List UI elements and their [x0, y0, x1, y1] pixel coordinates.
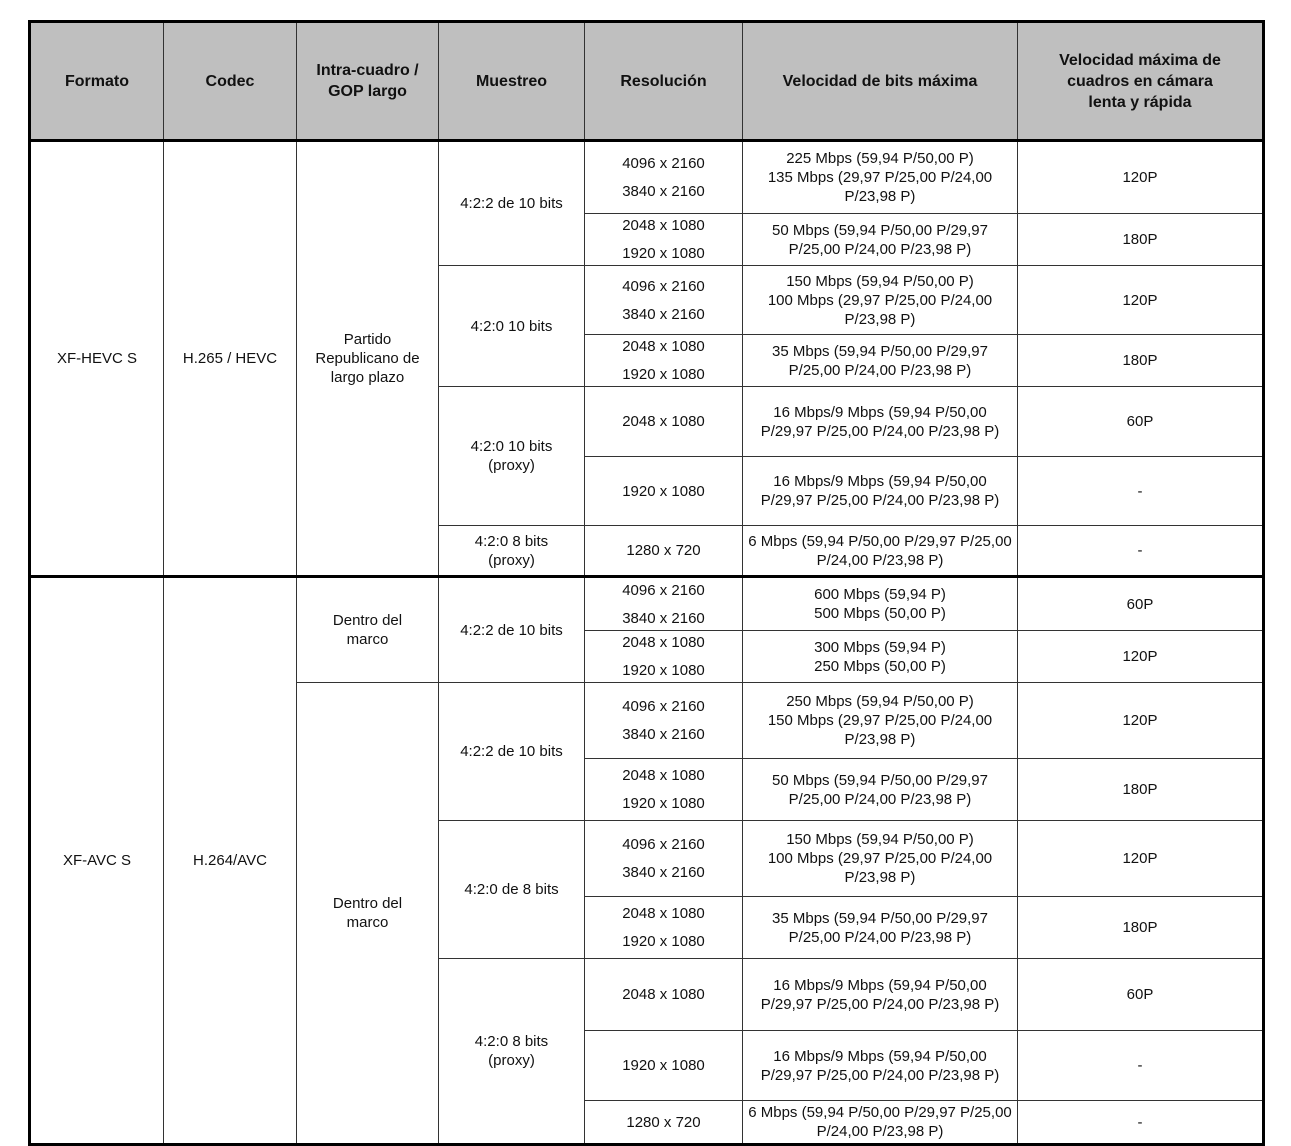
framerate-cell: 120P — [1018, 821, 1264, 897]
resolution-cell: 4096 x 2160 3840 x 2160 — [585, 141, 743, 214]
video-format-spec-table-wrap — [28, 20, 1265, 1146]
sampling-cell: 4:2:0 8 bits (proxy) — [439, 526, 585, 577]
framerate-cell: - — [1018, 457, 1264, 526]
framerate-cell: - — [1018, 1101, 1264, 1145]
bitrate-cell: 16 Mbps/9 Mbps (59,94 P/50,00 P/29,97 P/25,00 P/24,00 P/23,98 P) — [743, 1031, 1018, 1101]
bitrate-cell: 150 Mbps (59,94 P/50,00 P) 100 Mbps (29,97 P/25,00 P/24,00 P/23,98 P) — [743, 821, 1018, 897]
sampling-cell: 4:2:2 de 10 bits — [439, 683, 585, 821]
gop-cell: Dentro del marco — [297, 683, 439, 1145]
resolution-cell: 2048 x 1080 — [585, 387, 743, 457]
framerate-cell: 120P — [1018, 141, 1264, 214]
resolution-cell: 4096 x 2160 3840 x 2160 — [585, 821, 743, 897]
framerate-cell: 180P — [1018, 335, 1264, 387]
framerate-cell: 60P — [1018, 387, 1264, 457]
bitrate-cell: 16 Mbps/9 Mbps (59,94 P/50,00 P/29,97 P/25,00 P/24,00 P/23,98 P) — [743, 387, 1018, 457]
video-format-spec-table — [28, 20, 1265, 1146]
framerate-cell: 120P — [1018, 266, 1264, 335]
sampling-cell: 4:2:0 10 bits (proxy) — [439, 387, 585, 526]
resolution-cell: 4096 x 2160 3840 x 2160 — [585, 577, 743, 631]
framerate-cell: 180P — [1018, 214, 1264, 266]
framerate-cell: 120P — [1018, 683, 1264, 759]
bitrate-cell: 16 Mbps/9 Mbps (59,94 P/50,00 P/29,97 P/25,00 P/24,00 P/23,98 P) — [743, 959, 1018, 1031]
sampling-cell: 4:2:0 de 8 bits — [439, 821, 585, 959]
resolution-cell: 2048 x 1080 1920 x 1080 — [585, 214, 743, 266]
resolution-cell: 1280 x 720 — [585, 526, 743, 577]
codec-cell: H.265 / HEVC — [164, 141, 297, 577]
bitrate-cell: 50 Mbps (59,94 P/50,00 P/29,97 P/25,00 P/24,00 P/23,98 P) — [743, 759, 1018, 821]
bitrate-cell: 225 Mbps (59,94 P/50,00 P) 135 Mbps (29,97 P/25,00 P/24,00 P/23,98 P) — [743, 141, 1018, 214]
table-row — [30, 577, 1264, 631]
bitrate-cell: 6 Mbps (59,94 P/50,00 P/29,97 P/25,00 P/24,00 P/23,98 P) — [743, 1101, 1018, 1145]
resolution-cell: 4096 x 2160 3840 x 2160 — [585, 266, 743, 335]
sampling-cell: 4:2:0 8 bits (proxy) — [439, 959, 585, 1145]
column-header-resolucion: Resolución — [585, 22, 743, 141]
codec-cell: H.264/AVC — [164, 577, 297, 1145]
resolution-cell: 2048 x 1080 1920 x 1080 — [585, 759, 743, 821]
framerate-cell: - — [1018, 526, 1264, 577]
bitrate-cell: 250 Mbps (59,94 P/50,00 P) 150 Mbps (29,97 P/25,00 P/24,00 P/23,98 P) — [743, 683, 1018, 759]
column-header-muestreo: Muestreo — [439, 22, 585, 141]
bitrate-cell: 600 Mbps (59,94 P) 500 Mbps (50,00 P) — [743, 577, 1018, 631]
format-cell: XF-AVC S — [30, 577, 164, 1145]
bitrate-cell: 50 Mbps (59,94 P/50,00 P/29,97 P/25,00 P/24,00 P/23,98 P) — [743, 214, 1018, 266]
sampling-cell: 4:2:0 10 bits — [439, 266, 585, 387]
format-cell: XF-HEVC S — [30, 141, 164, 577]
bitrate-cell: 6 Mbps (59,94 P/50,00 P/29,97 P/25,00 P/24,00 P/23,98 P) — [743, 526, 1018, 577]
framerate-cell: 60P — [1018, 577, 1264, 631]
column-header-formato: Formato — [30, 22, 164, 141]
table-header-row — [30, 22, 1264, 141]
resolution-cell: 1280 x 720 — [585, 1101, 743, 1145]
sampling-cell: 4:2:2 de 10 bits — [439, 141, 585, 266]
gop-cell: Dentro del marco — [297, 577, 439, 683]
resolution-cell: 2048 x 1080 1920 x 1080 — [585, 631, 743, 683]
bitrate-cell: 35 Mbps (59,94 P/50,00 P/29,97 P/25,00 P/24,00 P/23,98 P) — [743, 897, 1018, 959]
bitrate-cell: 16 Mbps/9 Mbps (59,94 P/50,00 P/29,97 P/25,00 P/24,00 P/23,98 P) — [743, 457, 1018, 526]
framerate-cell: 120P — [1018, 631, 1264, 683]
column-header-codec: Codec — [164, 22, 297, 141]
column-header-intra-gop: Intra-cuadro / GOP largo — [297, 22, 439, 141]
table-row — [30, 141, 1264, 214]
gop-cell: Partido Republicano de largo plazo — [297, 141, 439, 577]
bitrate-cell: 35 Mbps (59,94 P/50,00 P/29,97 P/25,00 P/24,00 P/23,98 P) — [743, 335, 1018, 387]
resolution-cell: 1920 x 1080 — [585, 457, 743, 526]
framerate-cell: 60P — [1018, 959, 1264, 1031]
bitrate-cell: 300 Mbps (59,94 P) 250 Mbps (50,00 P) — [743, 631, 1018, 683]
bitrate-cell: 150 Mbps (59,94 P/50,00 P) 100 Mbps (29,97 P/25,00 P/24,00 P/23,98 P) — [743, 266, 1018, 335]
resolution-cell: 2048 x 1080 — [585, 959, 743, 1031]
sampling-cell: 4:2:2 de 10 bits — [439, 577, 585, 683]
resolution-cell: 4096 x 2160 3840 x 2160 — [585, 683, 743, 759]
framerate-cell: 180P — [1018, 759, 1264, 821]
column-header-bitrate: Velocidad de bits máxima — [743, 22, 1018, 141]
framerate-cell: 180P — [1018, 897, 1264, 959]
resolution-cell: 2048 x 1080 1920 x 1080 — [585, 335, 743, 387]
resolution-cell: 2048 x 1080 1920 x 1080 — [585, 897, 743, 959]
resolution-cell: 1920 x 1080 — [585, 1031, 743, 1101]
framerate-cell: - — [1018, 1031, 1264, 1101]
column-header-framerate: Velocidad máxima de cuadros en cámara lenta y rápida — [1018, 22, 1264, 141]
